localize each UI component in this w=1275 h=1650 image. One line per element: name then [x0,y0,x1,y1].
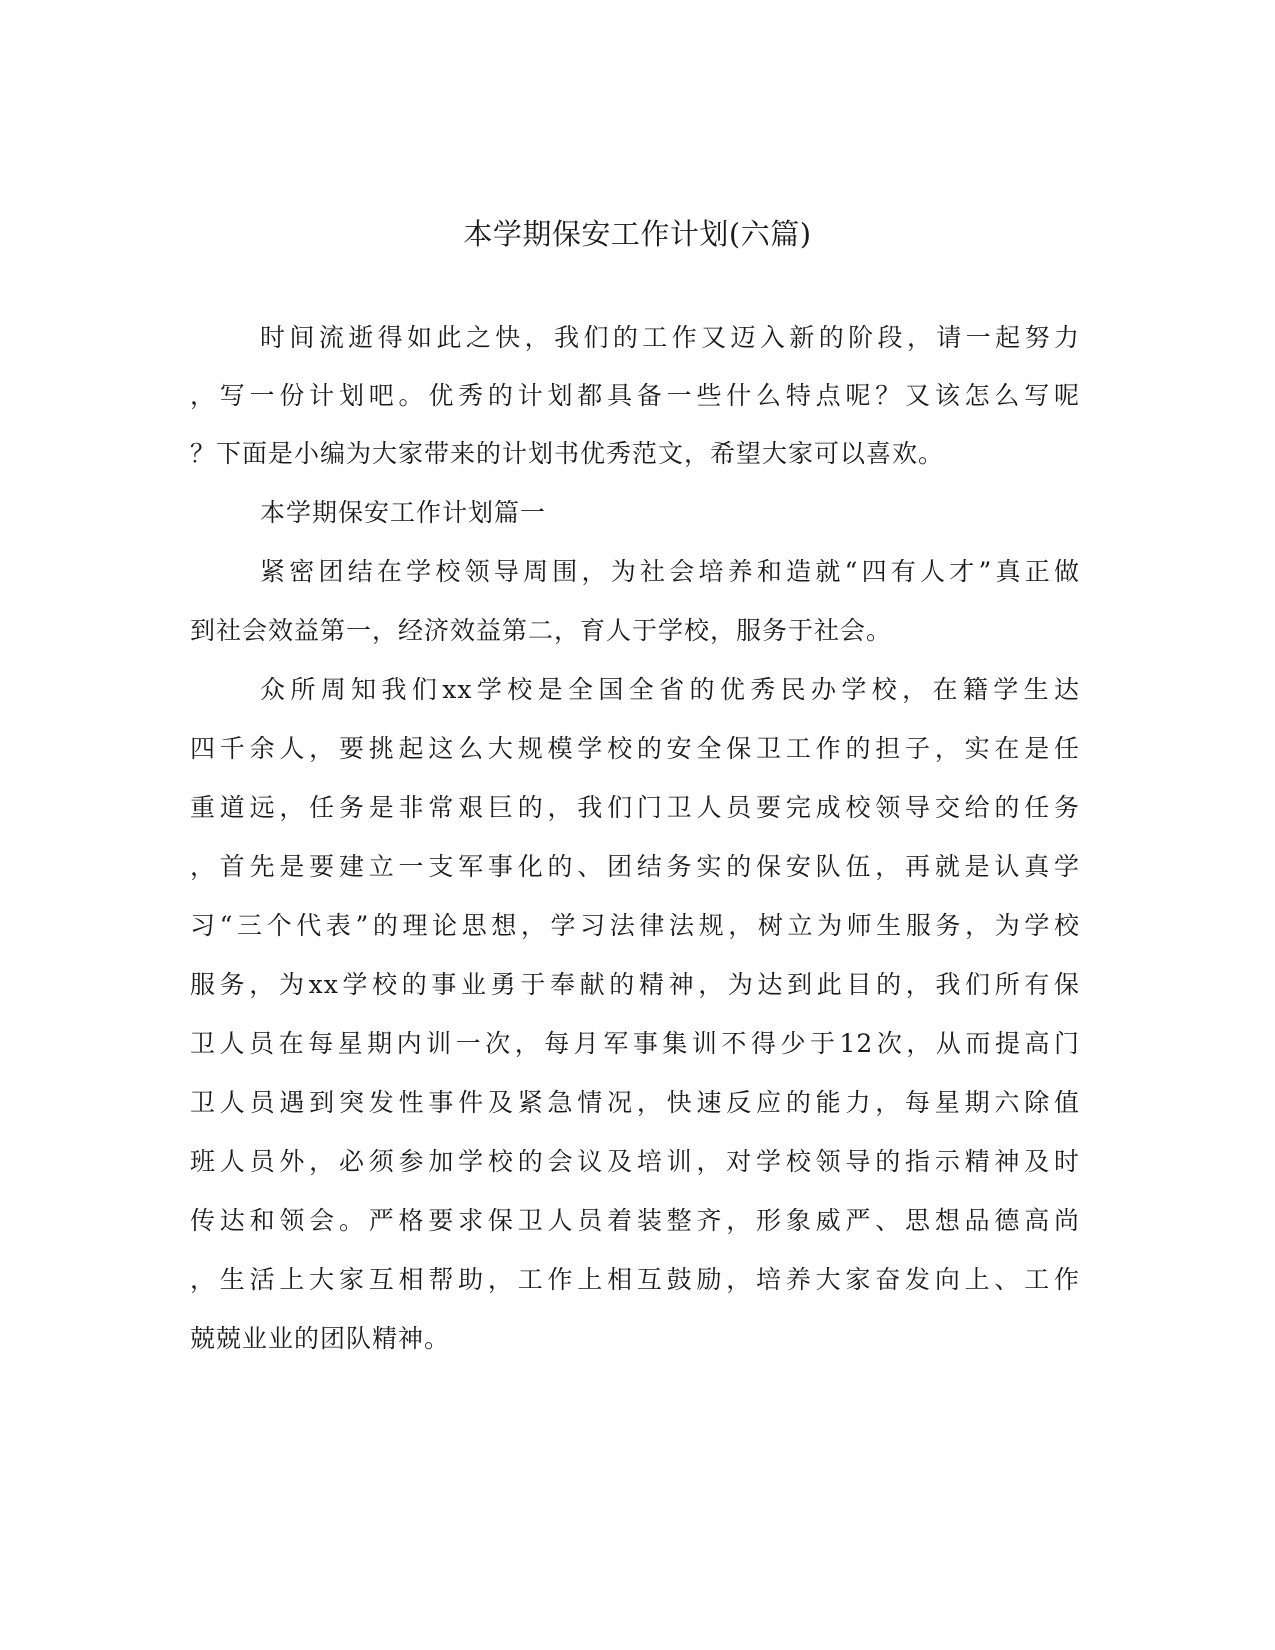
intro-line: ？下面是小编为大家带来的计划书优秀范文，希望大家可以喜欢。 [190,439,945,468]
paragraph-line: 卫人员遇到突发性事件及紧急情况，快速反应的能力，每星期六除值 [190,1088,1080,1117]
paragraph-line: 班人员外，必须参加学校的会议及培训，对学校领导的指示精神及时 [190,1147,1080,1176]
paragraph-line: 卫人员在每星期内训一次，每月军事集训不得少于12次，从而提高门 [190,1029,1080,1058]
paragraph-line: 紧密团结在学校领导周围，为社会培养和造就“四有人才”真正做 [260,557,1080,586]
paragraph-line: 众所周知我们xx学校是全国全省的优秀民办学校，在籍学生达 [260,675,1080,704]
paragraph-line: 习“三个代表”的理论思想，学习法律法规，树立为师生服务，为学校 [190,911,1080,940]
section-heading: 本学期保安工作计划篇一 [260,498,547,527]
paragraph-line: 传达和领会。严格要求保卫人员着装整齐，形象威严、思想品德高尚 [190,1206,1080,1235]
paragraph-line: 到社会效益第一，经济效益第二，育人于学校，服务于社会。 [190,616,893,645]
intro-line: 时间流逝得如此之快，我们的工作又迈入新的阶段，请一起努力 [260,323,1080,352]
document-title: 本学期保安工作计划(六篇) [463,217,812,251]
paragraph-line: ，首先是要建立一支军事化的、团结务实的保安队伍，再就是认真学 [190,852,1080,881]
paragraph-line: ，生活上大家互相帮助，工作上相互鼓励，培养大家奋发向上、工作 [190,1265,1080,1294]
paragraph-line: 服务，为xx学校的事业勇于奉献的精神，为达到此目的，我们所有保 [190,970,1080,999]
intro-line: ，写一份计划吧。优秀的计划都具备一些什么特点呢？又该怎么写呢 [190,381,1080,410]
paragraph-line: 四千余人，要挑起这么大规模学校的安全保卫工作的担子，实在是任 [190,734,1080,763]
paragraph-line: 兢兢业业的团队精神。 [190,1324,451,1353]
paragraph-line: 重道远，任务是非常艰巨的，我们门卫人员要完成校领导交给的任务 [190,793,1080,822]
